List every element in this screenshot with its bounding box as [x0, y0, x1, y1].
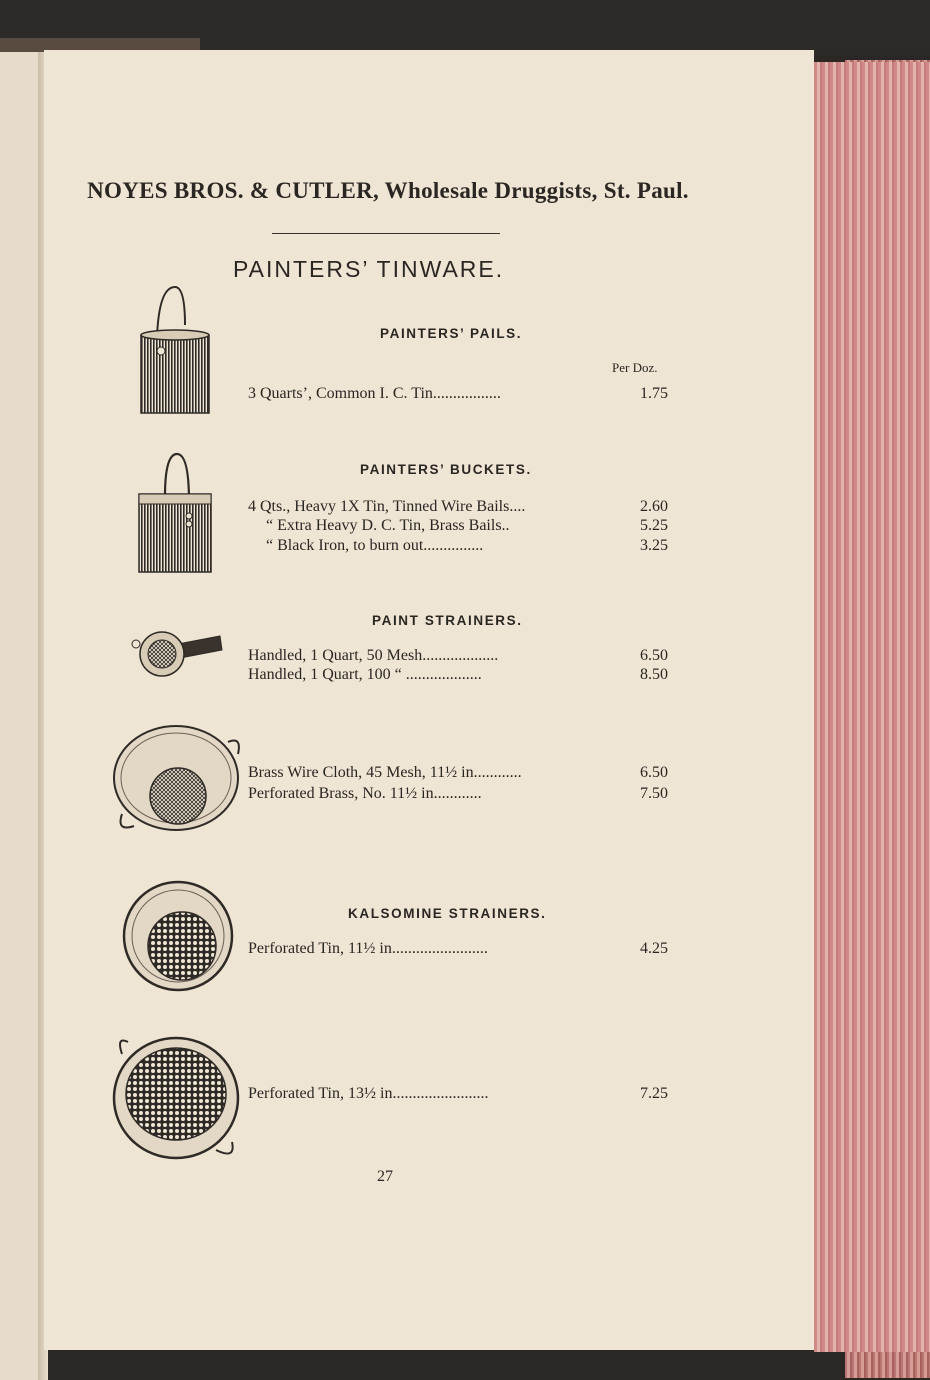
brass-wire-strainer-illustration: [108, 722, 244, 834]
paint-pail-illustration: [135, 285, 215, 417]
page-header: NOYES BROS. & CUTLER, Wholesale Druggists, St. Paul.: [87, 178, 689, 203]
list-item: Brass Wire Cloth, 45 Mesh, 11½ in............ 6.50: [248, 764, 668, 781]
buckets-heading: PAINTERS’ BUCKETS.: [360, 462, 532, 477]
list-item: Perforated Brass, No. 11½ in............ 7.50: [248, 785, 668, 802]
handled-strainer-illustration: [128, 622, 224, 682]
per-doz-label: Per Doz.: [612, 360, 658, 375]
page-title: PAINTERS’ TINWARE.: [233, 256, 505, 282]
list-item: 3 Quarts’, Common I. C. Tin................. 1.75: [248, 385, 668, 402]
header-rule: [272, 233, 500, 234]
list-item: Perforated Tin, 13½ in........................ 7.25: [248, 1085, 668, 1102]
list-item: 4 Qts., Heavy 1X Tin, Tinned Wire Bails.... 2.60: [248, 498, 668, 515]
page-edges-red-front: [814, 62, 930, 1352]
list-item: “ Black Iron, to burn out............... 3.25: [266, 537, 668, 554]
list-item: Perforated Tin, 11½ in........................ 4.25: [248, 940, 668, 957]
list-item: Handled, 1 Quart, 50 Mesh................... 6.50: [248, 647, 668, 664]
large-kalsomine-strainer-illustration: [108, 1032, 244, 1164]
paint-bucket-illustration: [135, 450, 217, 578]
pails-heading: PAINTERS’ PAILS.: [380, 326, 523, 341]
list-item: “ Extra Heavy D. C. Tin, Brass Bails.. 5.25: [266, 517, 668, 534]
list-item: Handled, 1 Quart, 100 “ ................... 8.50: [248, 666, 668, 683]
paint-strainers-heading: PAINT STRAINERS.: [372, 613, 523, 628]
kalsomine-heading: KALSOMINE STRAINERS.: [348, 906, 547, 921]
page-number: 27: [377, 1168, 393, 1185]
kalsomine-strainer-illustration: [120, 880, 236, 992]
